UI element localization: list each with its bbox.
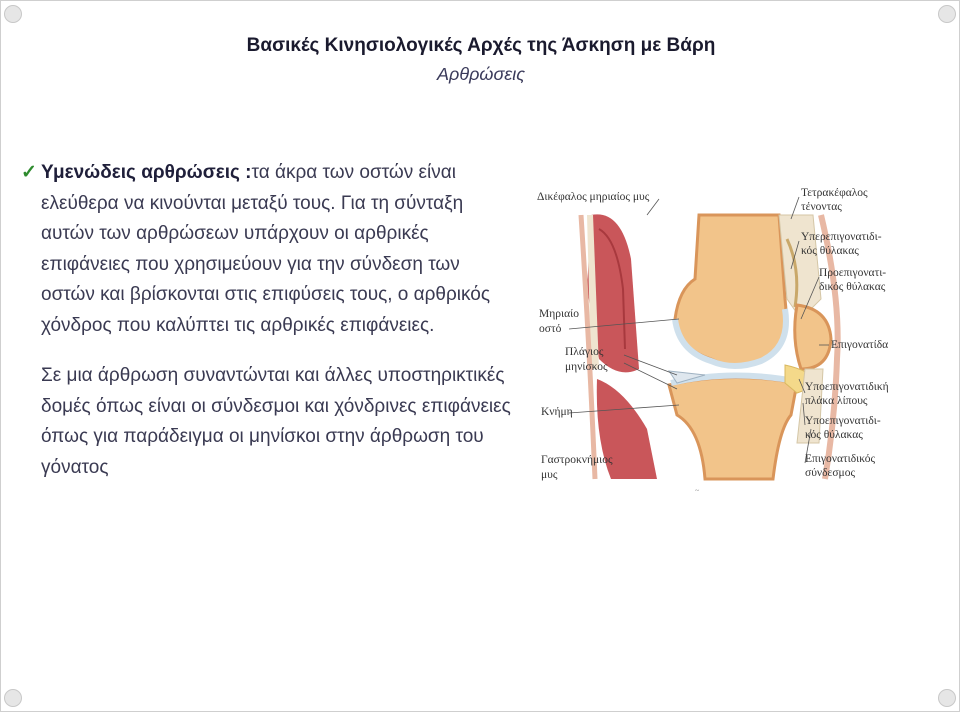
label-femur: οστό: [539, 323, 562, 335]
knee-joint-figure: [529, 179, 919, 499]
label-quadriceps-tendon: τένοντας: [801, 201, 842, 213]
illustration-signature: ~: [695, 486, 700, 495]
label-infrapatellar-bursa: κός θύλακας: [805, 429, 863, 441]
corner-ornament: [4, 689, 22, 707]
label-lateral-meniscus: Πλάγιος: [565, 346, 604, 358]
label-suprapatellar-bursa: Υπερεπιγονατιδι-: [801, 231, 882, 243]
label-lateral-meniscus: μηνίσκος: [565, 361, 608, 373]
label-infrapatellar-fat-pad: πλάκα λίπους: [805, 395, 868, 407]
label-suprapatellar-bursa: κός θύλακας: [801, 245, 859, 257]
tibia-bone: [669, 377, 797, 479]
label-infrapatellar-fat-pad: Υποεπιγονατιδική: [805, 381, 889, 393]
femur-bone: [675, 215, 786, 366]
patella-bone: [795, 305, 831, 369]
label-tibia: Κνήμη: [541, 406, 573, 418]
bullet-paragraph: [21, 158, 511, 341]
label-prepatellar-bursa: Προεπιγονατι-: [819, 267, 887, 279]
label-gastrocnemius: μυς: [541, 469, 558, 481]
body-text: [21, 158, 511, 483]
checkmark-icon: ✓: [21, 162, 37, 183]
label-biceps-femoris: Δικέφαλος μηριαίος μυς: [537, 191, 650, 203]
paragraph-text: [41, 158, 511, 341]
paragraph-2: Σε μια άρθρωση συναντώνται και άλλες υποστηρικτικές δομές όπως είναι οι σύνδεσμοι και χόνδρινες επιφάνειες όπως για παράδειγμα οι μηνίσκοι στην άρθρωση του γόνατος: [41, 365, 511, 478]
label-patellar-ligament: Επιγονατιδικός: [805, 453, 876, 465]
label-femur: Μηριαίο: [539, 308, 579, 320]
slide-subtitle: Αρθρώσεις: [437, 64, 525, 84]
label-infrapatellar-bursa: Υποεπιγονατιδι-: [805, 415, 881, 427]
slide-title: Βασικές Κινησιολογικές Αρχές της Άσκηση με Βάρη: [246, 35, 716, 56]
label-gastrocnemius: Γαστροκνήμιος: [541, 454, 613, 466]
label-prepatellar-bursa: δικός θύλακας: [819, 281, 886, 293]
paragraph-body: τα άκρα των οστών είναι ελεύθερα να κινούνται μεταξύ τους. Για τη σύνταξη αυτών των αρθρώσεων υπάρχουν οι αρθρικές επιφάνειες που χρησιμεύουν για την σύνδεση των οστών και βρίσκονται στις επιφύσεις τους, ο αρθρικός χόνδρος που καλύπτει τις αρθρικές επιφάνειες.: [41, 162, 491, 336]
corner-ornament: [938, 689, 956, 707]
label-quadriceps-tendon: Τετρακέφαλος: [801, 187, 868, 199]
label-patella: Επιγονατίδα: [831, 339, 889, 351]
corner-ornament: [938, 5, 956, 23]
corner-ornament: [4, 5, 22, 23]
paragraph-lead: Υμενώδεις αρθρώσεις :: [41, 162, 252, 183]
label-patellar-ligament: σύνδεσμος: [805, 467, 856, 479]
